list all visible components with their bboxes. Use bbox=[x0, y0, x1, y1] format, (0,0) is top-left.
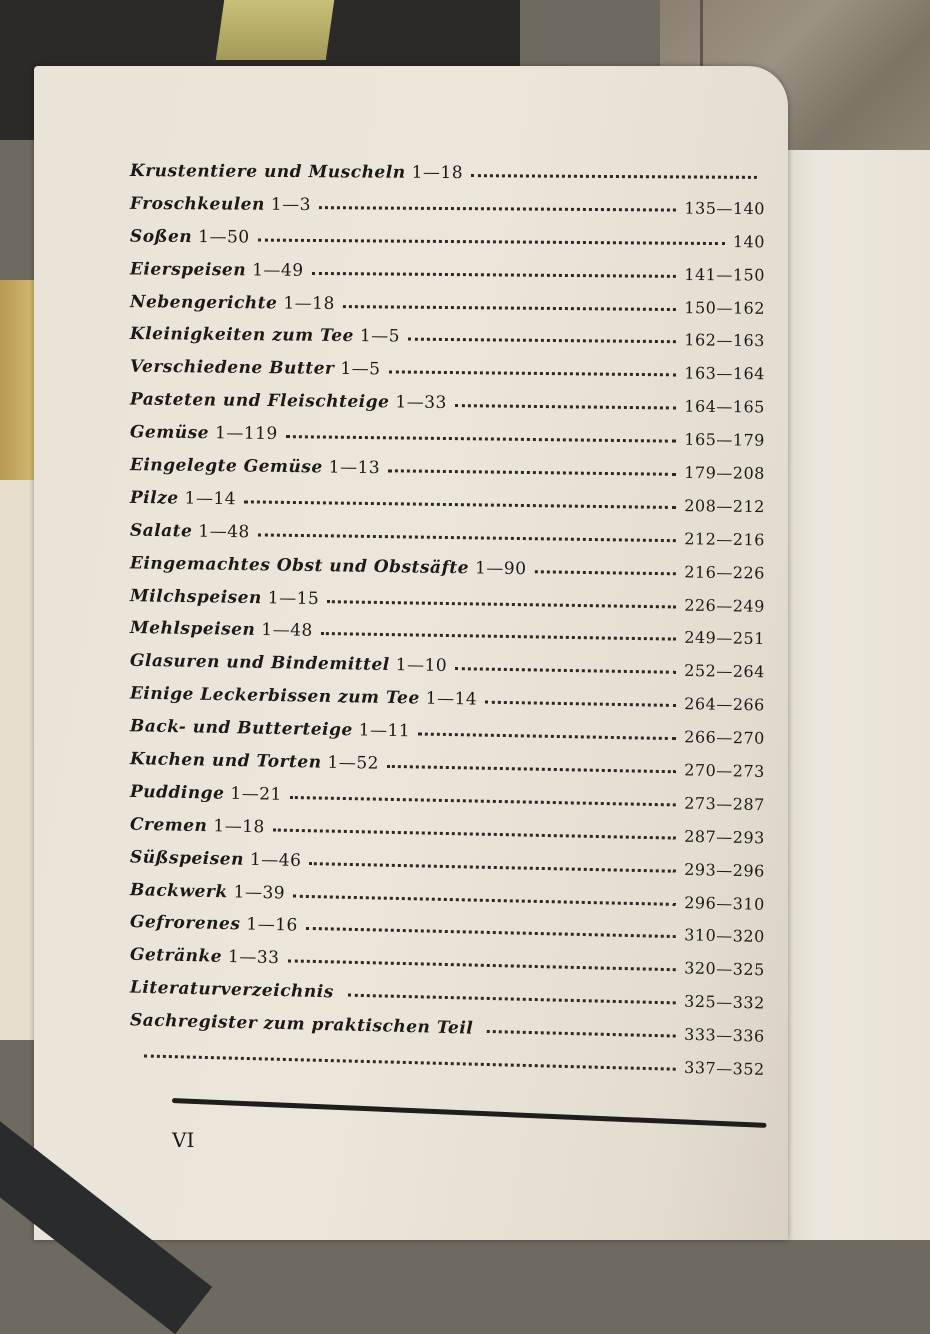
toc-title: Getränke bbox=[130, 945, 229, 967]
toc-recipe-range: 1—49 bbox=[252, 260, 312, 280]
toc-leader-dots bbox=[290, 796, 677, 806]
toc-page-range: 141—150 bbox=[676, 264, 765, 284]
toc-page-range: 162—163 bbox=[676, 331, 765, 351]
toc-row bbox=[130, 148, 765, 185]
toc-title: Pasteten und Fleischteige bbox=[130, 390, 396, 413]
toc-page-range: 337—352 bbox=[676, 1058, 765, 1079]
toc-recipe-range: 1—119 bbox=[215, 423, 286, 444]
toc-leader-dots bbox=[258, 533, 677, 542]
toc-recipe-range: 1—21 bbox=[230, 784, 290, 805]
toc-page-range: 252—264 bbox=[676, 661, 765, 681]
facing-page bbox=[770, 150, 930, 1240]
toc-page-range: 320—325 bbox=[676, 958, 765, 979]
toc-leader-dots bbox=[471, 174, 757, 179]
toc-page-range: 270—273 bbox=[676, 760, 765, 781]
toc-title: Krustentiere und Muscheln bbox=[130, 161, 412, 183]
toc-recipe-range: 1—5 bbox=[340, 359, 388, 379]
toc-page-range: 164—165 bbox=[676, 397, 765, 417]
toc-title: Gemüse bbox=[130, 422, 215, 443]
toc-page-range: 325—332 bbox=[676, 992, 765, 1013]
toc-title: Mehlspeisen bbox=[130, 618, 262, 640]
toc-title: Kleinigkeiten zum Tee bbox=[130, 324, 360, 346]
toc-title: Sachregister zum praktischen Teil bbox=[130, 1010, 480, 1038]
toc-recipe-range: 1—33 bbox=[228, 947, 288, 968]
toc-leader-dots bbox=[487, 1030, 676, 1038]
toc-page-range: 140 bbox=[725, 232, 765, 251]
table-of-contents bbox=[130, 150, 765, 1071]
toc-title: Nebengerichte bbox=[130, 292, 284, 313]
toc-page-range: 296—310 bbox=[676, 892, 765, 913]
toc-row bbox=[130, 246, 765, 284]
toc-recipe-range: 1—16 bbox=[246, 915, 306, 936]
toc-leader-dots bbox=[389, 371, 677, 377]
toc-title: Soßen bbox=[130, 226, 198, 247]
toc-recipe-range: 1—3 bbox=[271, 195, 319, 215]
toc-leader-dots bbox=[312, 271, 677, 277]
toc-page-range: 264—266 bbox=[676, 694, 765, 715]
toc-page-range: 150—162 bbox=[676, 297, 765, 317]
page-number: VI bbox=[172, 1128, 194, 1152]
toc-page-range: 163—164 bbox=[676, 364, 765, 384]
toc-recipe-range: 1—90 bbox=[475, 558, 535, 579]
toc-recipe-range: 1—15 bbox=[268, 588, 328, 609]
toc-title: Literaturverzeichnis bbox=[130, 978, 340, 1003]
toc-page-range: 266—270 bbox=[676, 727, 765, 748]
toc-title: Pilze bbox=[130, 488, 185, 509]
toc-title: Cremen bbox=[130, 814, 214, 836]
toc-page-range: 273—287 bbox=[676, 793, 765, 814]
toc-leader-dots bbox=[319, 206, 676, 211]
toc-row bbox=[130, 181, 765, 218]
toc-recipe-range: 1—48 bbox=[198, 521, 258, 542]
toc-recipe-range: 1—13 bbox=[329, 457, 389, 478]
toc-recipe-range: 1—46 bbox=[250, 849, 310, 870]
toc-leader-dots bbox=[144, 1054, 676, 1070]
toc-title: Back- und Butterteige bbox=[130, 716, 359, 740]
toc-leader-dots bbox=[418, 733, 676, 741]
toc-leader-dots bbox=[258, 238, 725, 245]
toc-title: Einige Leckerbissen zum Tee bbox=[130, 684, 426, 709]
toc-leader-dots bbox=[327, 600, 676, 608]
toc-recipe-range: 1—39 bbox=[233, 882, 293, 903]
toc-title: Salate bbox=[130, 520, 199, 541]
toc-recipe-range: 1—48 bbox=[261, 620, 321, 641]
toc-leader-dots bbox=[286, 435, 677, 443]
toc-page-range: 310—320 bbox=[676, 925, 765, 946]
toc-title: Süßspeisen bbox=[130, 847, 250, 869]
toc-page-range: 333—336 bbox=[676, 1025, 765, 1046]
toc-leader-dots bbox=[309, 862, 676, 873]
toc-page-range: 165—179 bbox=[676, 430, 765, 450]
toc-page-range: 135—140 bbox=[676, 198, 765, 218]
toc-page-range: 216—226 bbox=[676, 562, 765, 582]
toc-title: Glasuren und Bindemittel bbox=[130, 651, 396, 675]
toc-page-range: 208—212 bbox=[676, 496, 765, 516]
toc-recipe-range: 1—14 bbox=[184, 488, 244, 509]
toc-recipe-range: 1—14 bbox=[426, 689, 486, 710]
toc-leader-dots bbox=[485, 701, 676, 707]
background-book-spine bbox=[216, 0, 334, 60]
toc-title: Eingemachtes Obst und Obstsäfte bbox=[130, 553, 475, 578]
toc-leader-dots bbox=[408, 338, 676, 344]
toc-leader-dots bbox=[244, 500, 676, 509]
toc-title: Froschkeulen bbox=[130, 194, 271, 215]
toc-title: Milchspeisen bbox=[130, 586, 268, 608]
toc-title: Kuchen und Torten bbox=[130, 749, 328, 773]
toc-recipe-range: 1—5 bbox=[360, 327, 408, 347]
toc-recipe-range: 1—18 bbox=[412, 163, 472, 183]
toc-leader-dots bbox=[534, 570, 676, 575]
toc-recipe-range: 1—50 bbox=[198, 227, 258, 247]
toc-title: Eingelegte Gemüse bbox=[130, 455, 329, 477]
toc-page-range: 212—216 bbox=[676, 529, 765, 549]
toc-title: Gefrorenes bbox=[130, 912, 247, 935]
toc-leader-dots bbox=[343, 305, 677, 311]
toc-title: Backwerk bbox=[130, 880, 234, 902]
toc-recipe-range: 1—10 bbox=[396, 655, 456, 676]
toc-recipe-range: 1—18 bbox=[213, 816, 273, 837]
toc-recipe-range: 1—11 bbox=[359, 720, 419, 741]
toc-page-range: 226—249 bbox=[676, 595, 765, 615]
toc-page-range: 287—293 bbox=[676, 826, 765, 847]
toc-page-range: 249—251 bbox=[676, 628, 765, 648]
toc-recipe-range: 1—33 bbox=[395, 393, 455, 414]
toc-row bbox=[130, 213, 765, 251]
toc-recipe-range: 1—52 bbox=[327, 753, 387, 774]
toc-page-range: 293—296 bbox=[676, 859, 765, 880]
toc-page-range: 179—208 bbox=[676, 463, 765, 483]
toc-title: Puddinge bbox=[130, 782, 231, 804]
toc-leader-dots bbox=[455, 404, 677, 409]
toc-recipe-range: 1—18 bbox=[283, 293, 343, 314]
toc-leader-dots bbox=[321, 632, 677, 641]
toc-title: Eierspeisen bbox=[130, 259, 252, 280]
toc-leader-dots bbox=[388, 469, 676, 476]
toc-title: Verschiedene Butter bbox=[130, 357, 341, 379]
toc-leader-dots bbox=[387, 765, 676, 773]
toc-leader-dots bbox=[455, 667, 676, 674]
